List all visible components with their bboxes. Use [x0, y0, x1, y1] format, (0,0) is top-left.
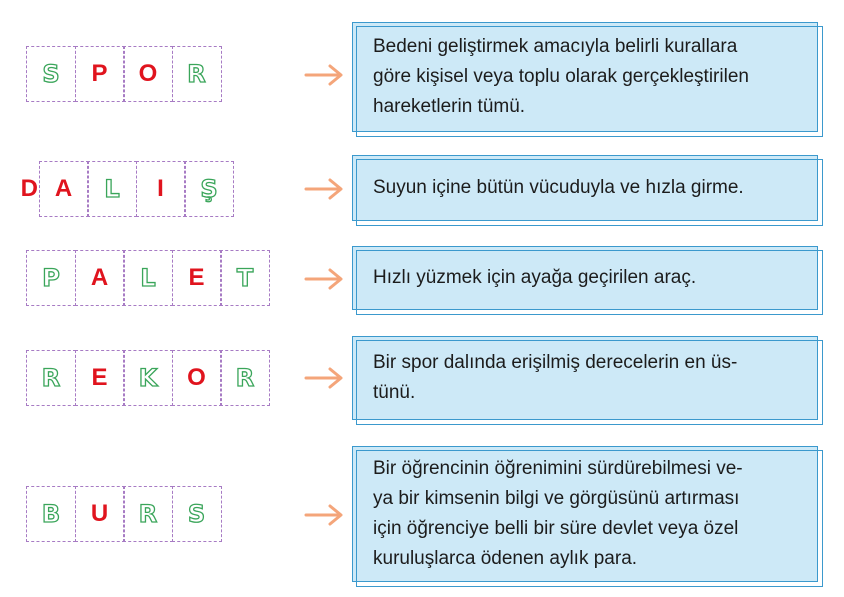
- letter-cell: I: [136, 161, 186, 217]
- letter-cell: U: [75, 486, 125, 542]
- letter-cell: A: [39, 161, 89, 217]
- letter-cell: T: [220, 250, 270, 306]
- definition-box: [352, 155, 818, 221]
- letter-cell: A: [75, 250, 125, 306]
- definition-box: [352, 446, 818, 582]
- letter-cell: E: [172, 250, 222, 306]
- letter-cell: P: [75, 46, 125, 102]
- definition-line: hareketlerin tümü.: [373, 96, 526, 117]
- letter-grid: [26, 350, 269, 406]
- letter-cell: R: [172, 46, 222, 102]
- definition-box: [352, 22, 818, 132]
- right-arrow-icon: [304, 367, 344, 389]
- definition-line: Bir spor dalında erişilmiş derecelerin en üs-: [373, 352, 738, 373]
- definition-line: kuruluşlarca ödenen aylık para.: [373, 548, 638, 569]
- letter-cell: S: [172, 486, 222, 542]
- letter-cell: Ş: [184, 161, 234, 217]
- definition-line: Suyun içine bütün vücuduyla ve hızla girme.: [373, 177, 744, 198]
- letter-grid: [26, 250, 269, 306]
- letter-grid: [26, 486, 220, 542]
- definition-line: için öğrenciye belli bir süre devlet veya özel: [373, 518, 739, 539]
- definition-line: ya bir kimsenin bilgi ve görgüsünü artırması: [373, 488, 740, 509]
- definition-box: [352, 336, 818, 420]
- right-arrow-icon: [304, 64, 344, 86]
- definition-line: Bedeni geliştirmek amacıyla belirli kurallara: [373, 36, 738, 57]
- definition-line: tünü.: [373, 382, 416, 403]
- right-arrow-icon: [304, 178, 344, 200]
- letter-grid: [8, 161, 233, 217]
- letter-cell: E: [75, 350, 125, 406]
- letter-cell: R: [26, 350, 76, 406]
- letter-cell: B: [26, 486, 76, 542]
- letter-cell: R: [220, 350, 270, 406]
- definition-line: Hızlı yüzmek için ayağa geçirilen araç.: [373, 267, 697, 288]
- letter-cell: D: [20, 175, 38, 202]
- definition-line: Bir öğrencinin öğrenimini sürdürebilmesi ve-: [373, 458, 743, 479]
- letter-cell: R: [123, 486, 173, 542]
- letter-cell: L: [87, 161, 137, 217]
- letter-cell: K: [123, 350, 173, 406]
- right-arrow-icon: [304, 504, 344, 526]
- definition-box: [352, 246, 818, 310]
- letter-cell: P: [26, 250, 76, 306]
- definition-line: göre kişisel veya toplu olarak gerçekleştirilen: [373, 66, 749, 87]
- right-arrow-icon: [304, 268, 344, 290]
- letter-cell: O: [172, 350, 222, 406]
- letter-cell: S: [26, 46, 76, 102]
- letter-cell: O: [123, 46, 173, 102]
- letter-cell: L: [123, 250, 173, 306]
- letter-grid: [26, 46, 220, 102]
